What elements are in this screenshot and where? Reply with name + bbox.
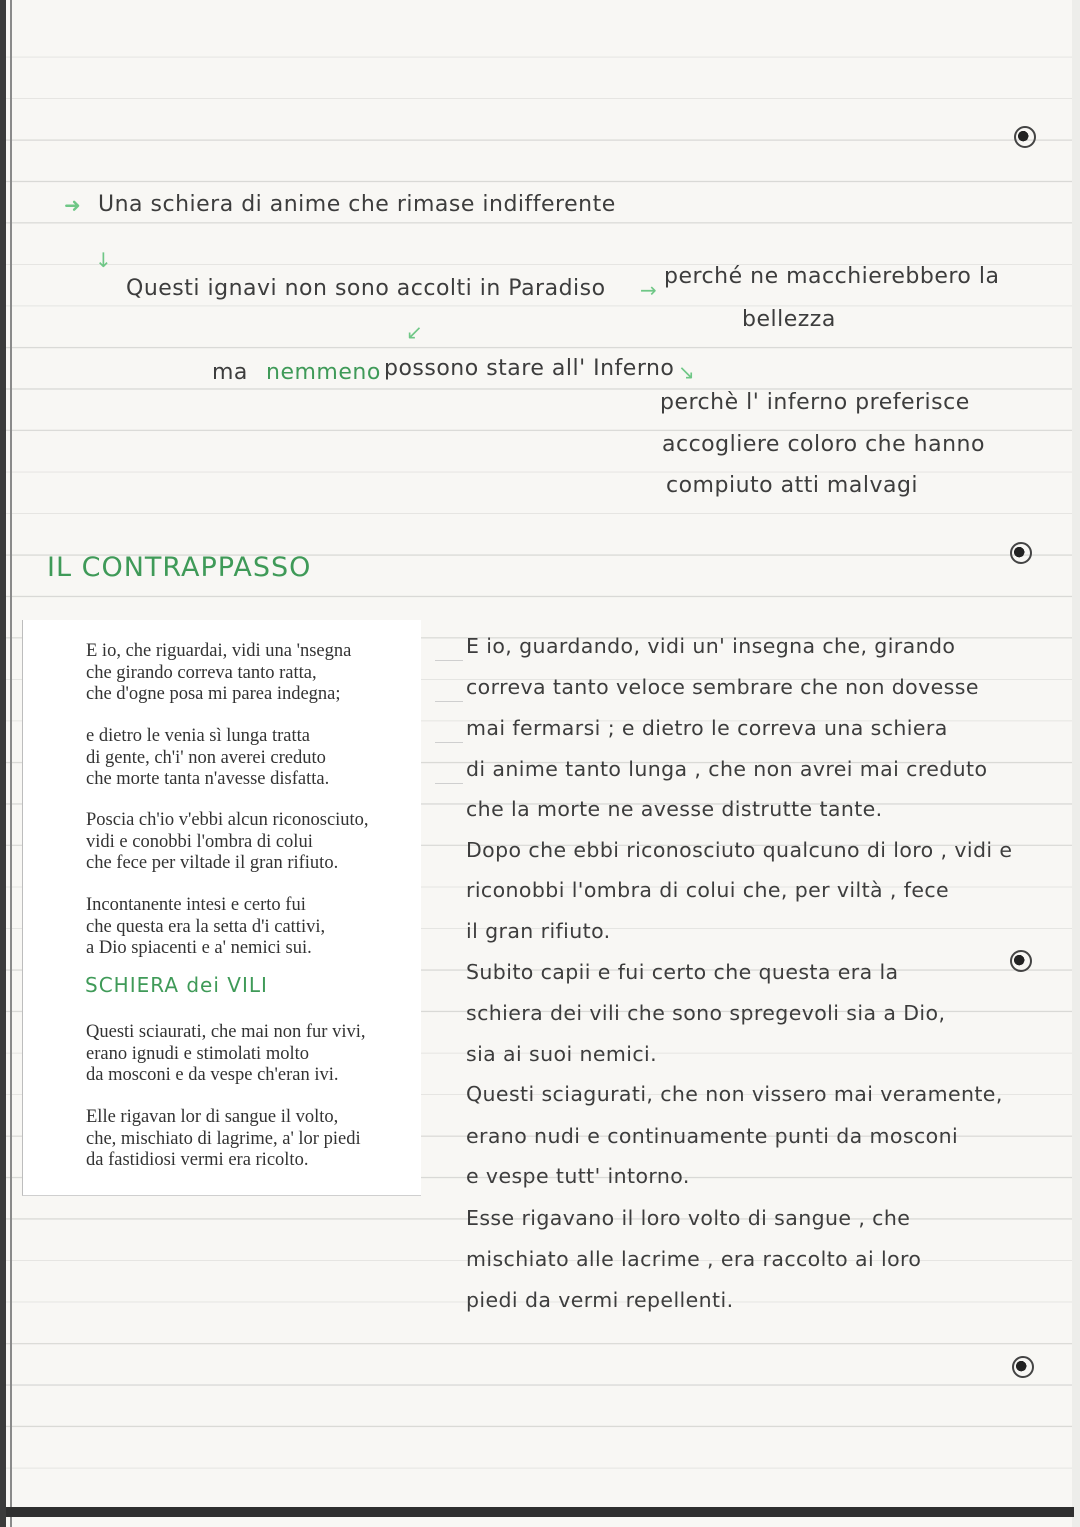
paraphrase-line: che la morte ne avesse distrutte tante. — [466, 797, 883, 821]
page-bottom-edge — [6, 1507, 1074, 1517]
note-line-4b: accogliere coloro che hanno — [662, 432, 985, 457]
note-line-3-emphasis: nemmeno — [266, 360, 381, 385]
paraphrase-line: sia ai suoi nemici. — [466, 1042, 658, 1066]
poem-stanza-6 — [86, 1107, 361, 1172]
paraphrase-line: di anime tanto lunga , che non avrei mai creduto — [466, 757, 988, 781]
poem-line: E io, che riguardai, vidi una 'nsegna — [86, 641, 352, 661]
paraphrase-line: erano nudi e continuamente punti da mosconi — [466, 1124, 959, 1148]
margin-rule — [435, 660, 463, 661]
poem-line: Poscia ch'io v'ebbi alcun riconosciuto, — [86, 810, 369, 830]
poem-line: da fastidiosi vermi era ricolto. — [86, 1150, 309, 1170]
paraphrase-line: E io, guardando, vidi un' insegna che, girando — [466, 634, 956, 658]
margin-rule — [435, 783, 463, 784]
poem-line: vidi e conobbi l'ombra di colui — [86, 831, 313, 852]
note-line-4c: compiuto atti malvagi — [666, 473, 919, 498]
poem-line: che girando correva tanto ratta, — [86, 662, 317, 683]
poem-line: Incontanente intesi e certo fui — [86, 895, 306, 915]
poem-stanza-5 — [86, 1022, 365, 1087]
poem-line: che, mischiato di lagrime, a' lor piedi — [86, 1128, 361, 1149]
arrow-icon: ➜ — [64, 193, 81, 217]
arrow-icon: → — [640, 278, 657, 302]
poem-line: Questi sciaurati, che mai non fur vivi, — [86, 1022, 366, 1042]
speaker-ring-icon[interactable] — [1010, 950, 1032, 972]
note-line-2b: perché ne macchierebbero la — [664, 264, 1000, 289]
poem-line: a Dio spiacenti e a' nemici sui. — [86, 938, 312, 958]
poem-line: di gente, ch'i' non averei creduto — [86, 747, 326, 768]
poem-stanza-4 — [86, 895, 325, 960]
page-right-edge — [1072, 0, 1080, 1527]
poem-line: erano ignudi e stimolati molto — [86, 1043, 309, 1064]
poem-line: da mosconi e da vespe ch'eran ivi. — [86, 1065, 339, 1085]
poem-line: che fece per viltade il gran rifiuto. — [86, 853, 339, 873]
speaker-ring-icon[interactable] — [1010, 542, 1032, 564]
paraphrase-line: Dopo che ebbi riconosciuto qualcuno di loro , vidi e — [466, 838, 1013, 862]
poem-line: che d'ogne posa mi parea indegna; — [86, 684, 341, 704]
paraphrase-line: mischiato alle lacrime , era raccolto ai loro — [466, 1247, 922, 1271]
paraphrase-line: Questi sciagurati, che non vissero mai veramente, — [466, 1082, 1003, 1106]
note-line-2a: Questi ignavi non sono accolti in Paradiso — [126, 276, 606, 301]
page-binding-edge — [0, 0, 6, 1527]
note-line-1: Una schiera di anime che rimase indifferente — [98, 192, 616, 217]
note-line-3-rest: possono stare all' Inferno — [384, 356, 675, 381]
paraphrase-line: Esse rigavano il loro volto di sangue , che — [466, 1206, 911, 1230]
arrow-down-icon: ↘ — [678, 360, 695, 384]
note-line-4a: perchè l' inferno preferisce — [660, 390, 970, 415]
poem-line: e dietro le venia sì lunga tratta — [86, 726, 310, 746]
note-line-3-prefix: ma — [212, 360, 248, 385]
speaker-ring-icon[interactable] — [1014, 126, 1036, 148]
note-line-2c: bellezza — [742, 307, 836, 332]
poem-line: che morte tanta n'avesse disfatta. — [86, 769, 330, 789]
paraphrase-line: schiera dei vili che sono spregevoli sia a Dio, — [466, 1001, 946, 1025]
paraphrase-line: riconobbi l'ombra di colui che, per viltà , fece — [466, 878, 950, 902]
section-title: IL CONTRAPPASSO — [47, 552, 312, 583]
poem-stanza-3 — [86, 810, 369, 875]
arrow-down-icon: ↙ — [406, 320, 423, 344]
paraphrase-line: correva tanto veloce sembrare che non dovesse — [466, 675, 979, 699]
poem-line: Elle rigavan lor di sangue il volto, — [86, 1107, 339, 1127]
paraphrase-line: piedi da vermi repellenti. — [466, 1288, 734, 1312]
paraphrase-line: il gran rifiuto. — [466, 919, 611, 943]
poem-stanza-2 — [86, 726, 329, 791]
margin-rule — [435, 742, 463, 743]
page-binding-line — [10, 0, 12, 1527]
poem-stanza-1 — [86, 641, 351, 706]
margin-rule — [435, 701, 463, 702]
arrow-down-icon: ↓ — [95, 248, 112, 272]
speaker-ring-icon[interactable] — [1012, 1356, 1034, 1378]
paraphrase-line: mai fermarsi ; e dietro le correva una schiera — [466, 716, 948, 740]
schiera-dei-vili-label: SCHIERA dei VILI — [85, 973, 268, 997]
paraphrase-line: Subito capii e fui certo che questa era la — [466, 960, 899, 984]
poem-line: che questa era la setta d'i cattivi, — [86, 916, 326, 937]
paraphrase-line: e vespe tutt' intorno. — [466, 1164, 690, 1188]
